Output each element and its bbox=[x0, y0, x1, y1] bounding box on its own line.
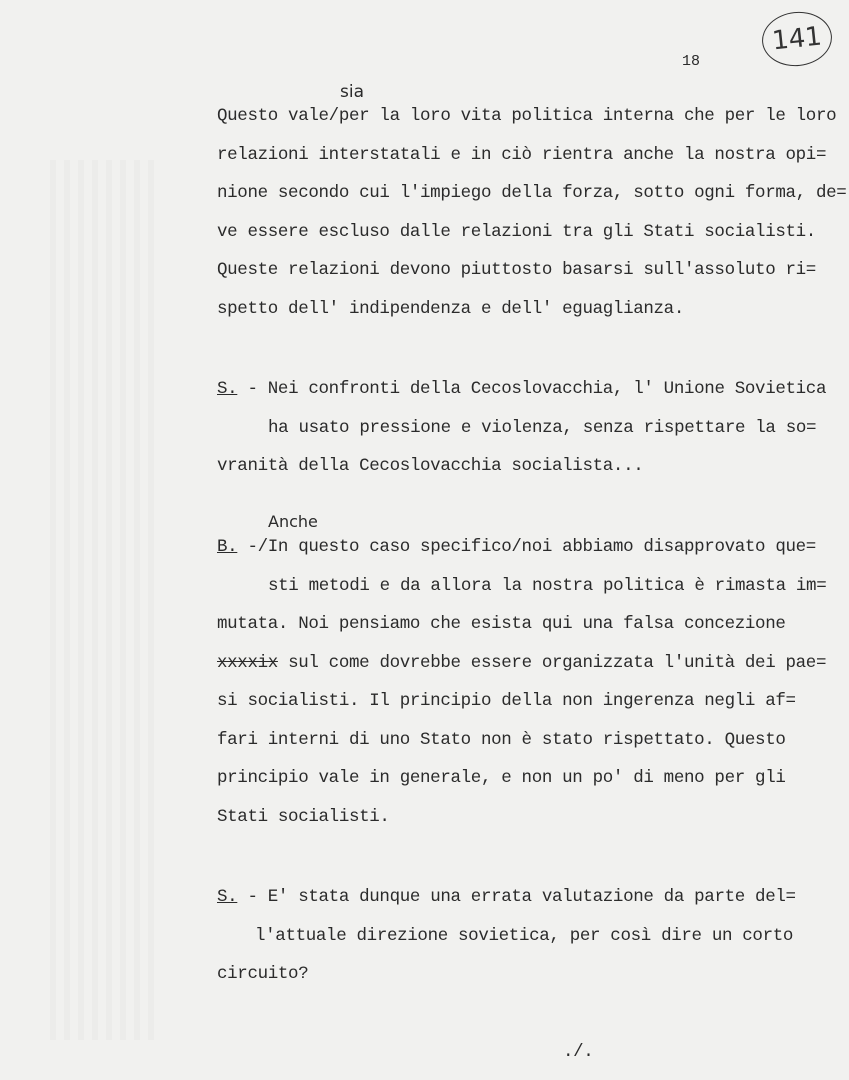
speaker-b: B. bbox=[217, 537, 238, 557]
answer-1-line-1: B. -/In questo caso specifico/noi abbiamo disapprovato que= bbox=[217, 537, 816, 557]
answer-1-line-4: xxxxix sul come dovrebbe essere organizzata l'unità dei pae= bbox=[217, 653, 827, 673]
background-watermark bbox=[50, 160, 160, 1040]
speaker-s-2: S. bbox=[217, 887, 238, 907]
question-1-line-1: S. - Nei confronti della Cecoslovacchia, l' Unione Sovietica bbox=[217, 379, 827, 399]
question-1-line-2: ha usato pressione e violenza, senza rispettare la so= bbox=[268, 418, 817, 438]
answer-1-line-3: mutata. Noi pensiamo che esista qui una falsa concezione bbox=[217, 614, 786, 634]
continuation-mark: ./. bbox=[563, 1042, 594, 1062]
question-2-line-1: S. - E' stata dunque una errata valutazione da parte del= bbox=[217, 887, 796, 907]
para1-line-3: nione secondo cui l'impiego della forza, sotto ogni forma, de= bbox=[217, 183, 847, 203]
answer-1-line-2: sti metodi e da allora la nostra politica è rimasta im= bbox=[268, 576, 827, 596]
para1-line-5: Queste relazioni devono piuttosto basarsi sull'assoluto ri= bbox=[217, 260, 816, 280]
answer-1-line-7: principio vale in generale, e non un po' di meno per gli bbox=[217, 768, 786, 788]
answer-1-line-5: si socialisti. Il principio della non ingerenza negli af= bbox=[217, 691, 796, 711]
question-2-line-3: circuito? bbox=[217, 964, 309, 984]
question-1-line-3: vranità della Cecoslovacchia socialista... bbox=[217, 456, 644, 476]
speaker-s: S. bbox=[217, 379, 238, 399]
page-number: 18 bbox=[682, 53, 701, 70]
struck-out-text: xxxxix bbox=[217, 653, 278, 673]
answer-1-line-6: fari interni di uno Stato non è stato rispettato. Questo bbox=[217, 730, 786, 750]
para1-line-1: Questo vale/per la loro vita politica interna che per le loro bbox=[217, 106, 837, 126]
page-stamp bbox=[759, 8, 834, 69]
para1-line-6: spetto dell' indipendenza e dell' eguaglianza. bbox=[217, 299, 684, 319]
stamp-number: 141 bbox=[770, 21, 824, 57]
handwritten-insert-anche: Anche bbox=[268, 512, 318, 531]
question-2-line-2: l'attuale direzione sovietica, per così dire un corto bbox=[255, 926, 794, 946]
answer-1-line-8: Stati socialisti. bbox=[217, 807, 390, 827]
para1-line-4: ve essere escluso dalle relazioni tra gli Stati socialisti. bbox=[217, 222, 816, 242]
handwritten-insert-sia: sia bbox=[340, 82, 364, 102]
para1-line-2: relazioni interstatali e in ciò rientra anche la nostra opi= bbox=[217, 145, 827, 165]
